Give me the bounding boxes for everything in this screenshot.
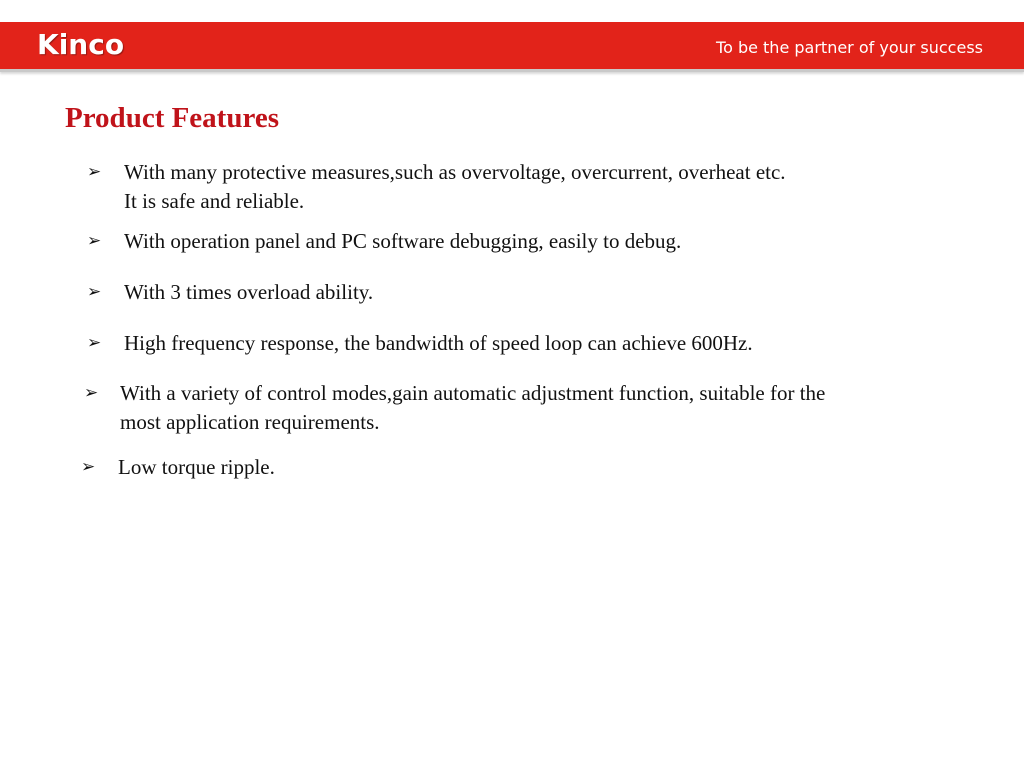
feature-item [81, 453, 275, 482]
arrowhead-bullet-icon: ➢ [87, 282, 102, 302]
feature-item [87, 329, 753, 358]
header-slogan: To be the partner of your success [716, 38, 983, 57]
arrowhead-bullet-icon: ➢ [84, 383, 99, 403]
feature-text: With operation panel and PC software debugging, easily to debug. [124, 229, 682, 253]
feature-text: Low torque ripple. [118, 455, 275, 479]
feature-text: High frequency response, the bandwidth of speed loop can achieve 600Hz. [124, 331, 753, 355]
feature-item [84, 379, 825, 437]
feature-text: With a variety of control modes,gain automatic adjustment function, suitable for the most application requirements. [120, 381, 826, 434]
arrowhead-bullet-icon: ➢ [81, 457, 96, 477]
page-title: Product Features [65, 102, 279, 134]
feature-item [87, 158, 786, 216]
feature-item [87, 278, 373, 307]
arrowhead-bullet-icon: ➢ [87, 162, 102, 182]
feature-text: With many protective measures,such as overvoltage, overcurrent, overheat etc. It is safe and reliable. [124, 160, 786, 213]
arrowhead-bullet-icon: ➢ [87, 333, 102, 353]
feature-text: With 3 times overload ability. [124, 280, 374, 304]
arrowhead-bullet-icon: ➢ [87, 231, 102, 251]
feature-item [87, 227, 681, 256]
kinco-logo: Kinco [37, 28, 125, 61]
